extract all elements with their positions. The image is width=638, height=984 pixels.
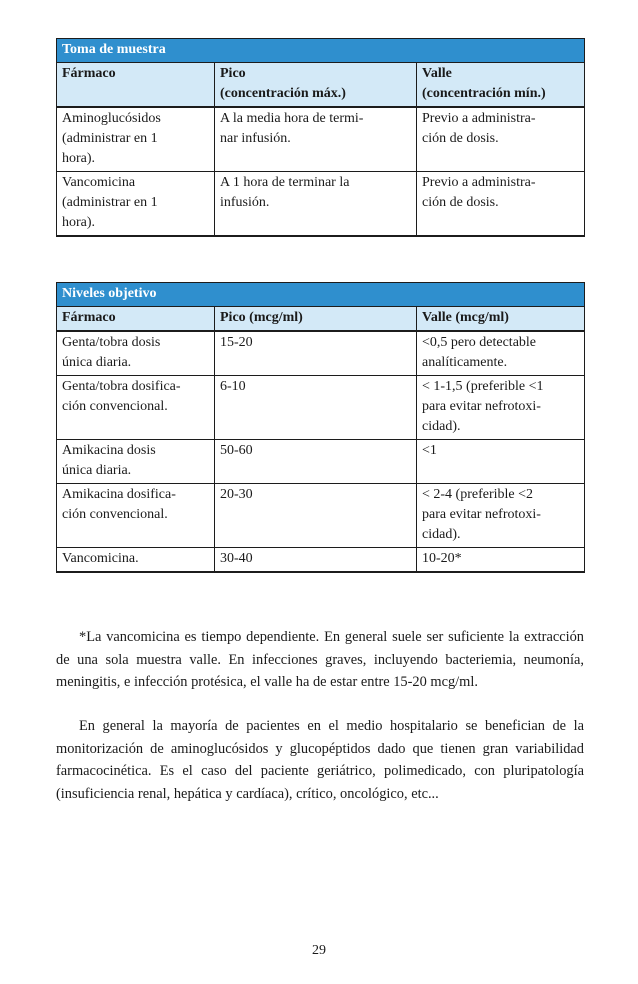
table-cell: Previo a administra- ción de dosis. [417,107,585,172]
table-cell: Aminoglucósidos (administrar en 1 hora). [57,107,215,172]
table-row [57,376,585,440]
table-cell: < 1-1,5 (preferible <1 para evitar nefrotoxi- cidad). [417,376,585,440]
table-cell: Vancomicina (administrar en 1 hora). [57,172,215,237]
footnote-paragraph: *La vancomicina es tiempo dependiente. En general suele ser suficiente la extracción de una sola muestra valle. En infecciones graves, incluyendo bacteriemia, neumonía, meningitis, e infección protésica, el valle ha de estar entre 15-20 mcg/ml. [56,629,584,690]
table-cell: A la media hora de termi- nar infusión. [215,107,417,172]
table-cell: 30-40 [215,548,417,573]
target-levels-table [56,282,585,573]
column-header: Pico (concentración máx.) [215,63,417,108]
table-cell: Amikacina dosis única diaria. [57,440,215,484]
column-header: Valle (mcg/ml) [417,307,585,332]
table-cell: < 2-4 (preferible <2 para evitar nefrotoxi- cidad). [417,484,585,548]
column-header: Fármaco [57,307,215,332]
table-row [57,107,585,172]
table-row [57,440,585,484]
column-header: Pico (mcg/ml) [215,307,417,332]
table-cell: 10-20* [417,548,585,573]
table-cell: Previo a administra- ción de dosis. [417,172,585,237]
table-title: Niveles objetivo [57,283,585,307]
table-row [57,548,585,573]
table-cell: 50-60 [215,440,417,484]
table-row [57,331,585,376]
page-number: 29 [312,943,326,958]
table-cell: Amikacina dosifica- ción convencional. [57,484,215,548]
table-cell: <0,5 pero detectable analíticamente. [417,331,585,376]
table-cell: Genta/tobra dosifica- ción convencional. [57,376,215,440]
table-cell: A 1 hora de terminar la infusión. [215,172,417,237]
table-row [57,484,585,548]
table-cell: Vancomicina. [57,548,215,573]
table-cell: Genta/tobra dosis única diaria. [57,331,215,376]
table-cell: 15-20 [215,331,417,376]
column-header: Fármaco [57,63,215,108]
table-cell: 20-30 [215,484,417,548]
sampling-table [56,38,585,237]
body-paragraph: En general la mayoría de pacientes en el medio hospitalario se benefician de la monitorización de aminoglucósidos y glucopéptidos dado que tienen gran variabilidad farmacocinética. Es el caso del paciente geriátrico, polimedicado, con pluripatología (insuficiencia renal, hepática y cardíaca), crítico, oncológico, etc... [56,718,584,802]
table-cell: 6-10 [215,376,417,440]
column-header: Valle (concentración mín.) [417,63,585,108]
table-title: Toma de muestra [57,39,585,63]
table-row [57,172,585,237]
table-cell: <1 [417,440,585,484]
